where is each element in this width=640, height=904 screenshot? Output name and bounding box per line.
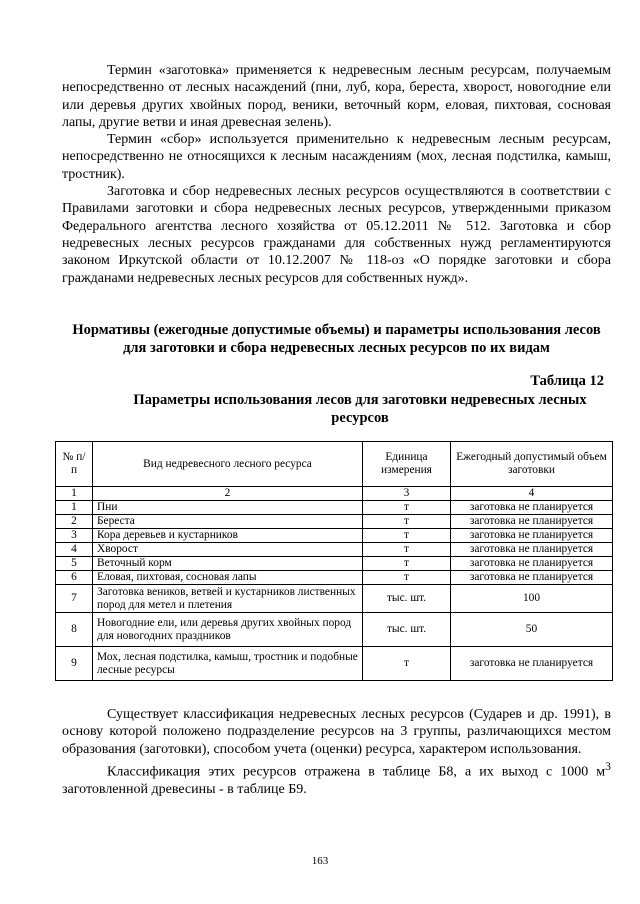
row-num: 8 (56, 613, 93, 647)
column-number: 4 (451, 487, 613, 501)
row-resource: Мох, лесная подстилка, камыш, тростник и подобные лесные ресурсы (93, 647, 363, 681)
row-unit: т (363, 529, 451, 543)
header-num: № п/п (56, 442, 93, 487)
paragraph-rules: Заготовка и сбор недревесных лесных ресурсов осуществляются в соответствии с Правилами заготовки и сбора недревесных лесных ресурсов, утвержденными приказом Федерального агентства лесного хозяйства от 05.12.2011 № 512. Заготовка и сбор недревесных лесных ресурсов гражданами для собственных нужд регламентируются законом Иркутской области от 10.12.2007 № 118-оз «О порядке заготовки и сбора гражданами недревесных лесных ресурсов для собственных нужд». (62, 184, 611, 286)
header-volume: Ежегодный допустимый объем заготовки (451, 442, 613, 487)
header-resource: Вид недревесного лесного ресурса (93, 442, 363, 487)
row-num: 6 (56, 571, 93, 585)
table-row (56, 543, 613, 557)
row-unit: т (363, 571, 451, 585)
row-volume: 50 (451, 613, 613, 647)
intro-text (62, 62, 611, 287)
table-row (56, 613, 613, 647)
paragraph-sbor: Термин «сбор» используется применительно к недревесным лесным ресурсам, непосредственно не относящихся к лесным насаждениям (мох, лесная подстилка, камыш, тростник). (62, 132, 611, 182)
row-num: 4 (56, 543, 93, 557)
row-unit: тыс. шт. (363, 613, 451, 647)
row-volume: заготовка не планируется (451, 647, 613, 681)
row-volume: заготовка не планируется (451, 529, 613, 543)
table-header-row (56, 442, 613, 487)
row-unit: т (363, 543, 451, 557)
column-number: 2 (93, 487, 363, 501)
row-volume: заготовка не планируется (451, 501, 613, 515)
row-resource: Заготовка веников, ветвей и кустарников лиственных пород для метел и плетения (93, 585, 363, 613)
row-volume: заготовка не планируется (451, 571, 613, 585)
row-volume: 100 (451, 585, 613, 613)
table-row (56, 571, 613, 585)
tables-ref-text: Классификация этих ресурсов отражена в таблице Б8, а их выход с 1000 м (107, 764, 606, 780)
row-unit: тыс. шт. (363, 585, 451, 613)
paragraph-zagotovka: Термин «заготовка» применяется к недревесным лесным ресурсам, получаемым непосредственно от лесных насаждений (пни, луб, кора, береста, хворост, новогодние ели или деревья других хвойных пород, веники, веточный корм, еловая, пихтовая, сосновая лапы, другие ветви и иная древесная зелень). (62, 63, 611, 130)
row-resource: Береста (93, 515, 363, 529)
row-resource: Новогодние ели, или деревья других хвойных пород для новогодних праздников (93, 613, 363, 647)
paragraph-tables-ref (62, 758, 611, 798)
table-row (56, 647, 613, 681)
section-heading: Нормативы (ежегодные допустимые объемы) и параметры использования лесов для заготовки и сбора недревесных лесных ресурсов по их видам (72, 322, 601, 356)
table-row (56, 529, 613, 543)
column-number-row (56, 487, 613, 501)
row-resource: Еловая, пихтовая, сосновая лапы (93, 571, 363, 585)
cubic-superscript: 3 (605, 759, 611, 773)
row-num: 5 (56, 557, 93, 571)
row-num: 9 (56, 647, 93, 681)
resource-table (55, 441, 613, 681)
row-resource: Кора деревьев и кустарников (93, 529, 363, 543)
row-unit: т (363, 515, 451, 529)
column-number: 3 (363, 487, 451, 501)
row-volume: заготовка не планируется (451, 543, 613, 557)
row-unit: т (363, 647, 451, 681)
row-volume: заготовка не планируется (451, 515, 613, 529)
paragraph-classification: Существует классификация недревесных лесных ресурсов (Сударев и др. 1991), в основу которой положено подразделение ресурсов на 3 группы, различающихся местом образования (заготовки), способом учета (оценки) ресурса, характером использования. (62, 707, 611, 757)
table-title: Параметры использования лесов для заготовки недревесных лесных ресурсов (133, 392, 587, 426)
row-resource: Пни (93, 501, 363, 515)
table-row (56, 501, 613, 515)
row-resource: Веточный корм (93, 557, 363, 571)
tables-ref-text-end: заготовленной древесины - в таблице Б9. (62, 781, 307, 797)
row-resource: Хворост (93, 543, 363, 557)
row-unit: т (363, 501, 451, 515)
page-number: 163 (311, 855, 329, 867)
row-num: 1 (56, 501, 93, 515)
row-num: 3 (56, 529, 93, 543)
header-unit: Единица измерения (363, 442, 451, 487)
row-unit: т (363, 557, 451, 571)
column-number: 1 (56, 487, 93, 501)
table-label: Таблица 12 (530, 373, 604, 389)
row-volume: заготовка не планируется (451, 557, 613, 571)
table-row (56, 515, 613, 529)
row-num: 2 (56, 515, 93, 529)
row-num: 7 (56, 585, 93, 613)
table-row (56, 585, 613, 613)
table-row (56, 557, 613, 571)
closing-text (62, 706, 611, 798)
